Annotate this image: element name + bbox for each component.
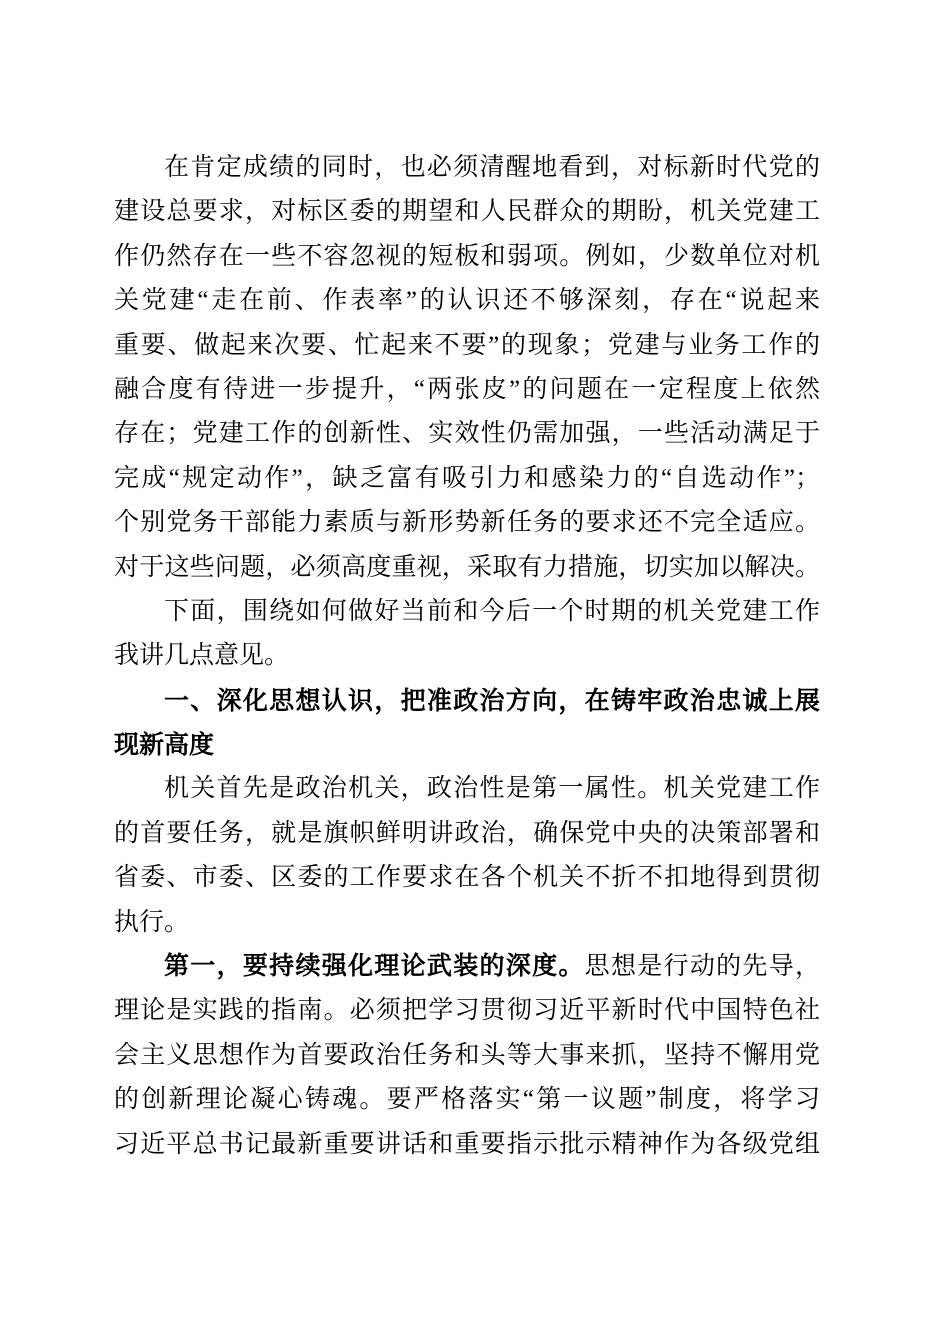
paragraph-first-point	[114, 945, 820, 1167]
paragraph-political-organ	[114, 767, 820, 945]
text-segment: 个别党务干部能力素质与新形势新任务的要求还不完全适应。	[114, 509, 820, 537]
text-line	[114, 901, 820, 945]
text-line	[114, 723, 820, 767]
paragraph-transition	[114, 590, 820, 679]
text-line	[114, 1034, 820, 1078]
text-line	[114, 457, 820, 501]
text-line	[114, 235, 820, 279]
text-segment: 思想是行动的先导，	[584, 953, 820, 981]
text-segment: 执行。	[114, 908, 190, 936]
text-line	[114, 767, 820, 811]
document-text-block	[114, 146, 820, 1167]
text-segment: 机关首先是政治机关，政治性是第一属性。机关党建工作	[164, 775, 820, 803]
section-heading-1	[114, 679, 820, 768]
text-segment: 我讲几点意见。	[114, 642, 290, 670]
text-line	[114, 324, 820, 368]
text-line	[114, 945, 820, 989]
text-line	[114, 146, 820, 190]
text-segment: 对于这些问题，必须高度重视，采取有力措施，切实加以解决。	[114, 553, 820, 581]
bold-text-segment: 一、深化思想认识，把准政治方向，在铸牢政治忠诚上展	[164, 686, 820, 715]
text-line	[114, 1078, 820, 1122]
text-line	[114, 412, 820, 456]
text-segment: 在肯定成绩的同时，也必须清醒地看到，对标新时代党的	[164, 154, 820, 181]
text-segment: 会主义思想作为首要政治任务和头等大事来抓，坚持不懈用党	[114, 1041, 820, 1069]
bold-text-segment: 第一，要持续强化理论武装的深度。	[164, 953, 585, 981]
text-segment: 建设总要求，对标区委的期望和人民群众的期盼，机关党建工	[114, 198, 820, 226]
text-segment: 的首要任务，就是旗帜鲜明讲政治，确保党中央的决策部署和	[114, 819, 820, 847]
text-line	[114, 368, 820, 412]
text-segment: 融合度有待进一步提升，“两张皮”的问题在一定程度上依然	[114, 375, 820, 403]
text-line	[114, 856, 820, 900]
text-segment: 下面，围绕如何做好当前和今后一个时期的机关党建工作	[164, 597, 820, 625]
text-segment: 重要、做起来次要、忙起来不要”的现象；党建与业务工作的	[114, 331, 820, 359]
text-segment: 完成“规定动作”，缺乏富有吸引力和感染力的“自选动作”；	[114, 464, 820, 492]
text-line	[114, 679, 820, 723]
bold-text-segment: 现新高度	[114, 731, 215, 760]
text-segment: 关党建“走在前、作表率”的认识还不够深刻，存在“说起来	[114, 287, 820, 315]
paragraph-problems	[114, 146, 820, 590]
text-line	[114, 634, 820, 678]
text-line	[114, 590, 820, 634]
text-segment: 理论是实践的指南。必须把学习贯彻习近平新时代中国特色社	[114, 997, 820, 1025]
text-line	[114, 812, 820, 856]
text-segment: 的创新理论凝心铸魂。要严格落实“第一议题”制度，将学习	[114, 1086, 820, 1114]
text-line	[114, 501, 820, 545]
text-segment: 习近平总书记最新重要讲话和重要指示批示精神作为各级党组	[114, 1130, 820, 1158]
text-line	[114, 546, 820, 590]
text-line	[114, 1123, 820, 1167]
text-line	[114, 279, 820, 323]
text-segment: 省委、市委、区委的工作要求在各个机关不折不扣地得到贯彻	[114, 864, 820, 892]
text-segment: 作仍然存在一些不容忽视的短板和弱项。例如，少数单位对机	[114, 242, 820, 270]
text-segment: 存在；党建工作的创新性、实效性仍需加强，一些活动满足于	[114, 420, 820, 448]
text-line	[114, 190, 820, 234]
text-line	[114, 989, 820, 1033]
